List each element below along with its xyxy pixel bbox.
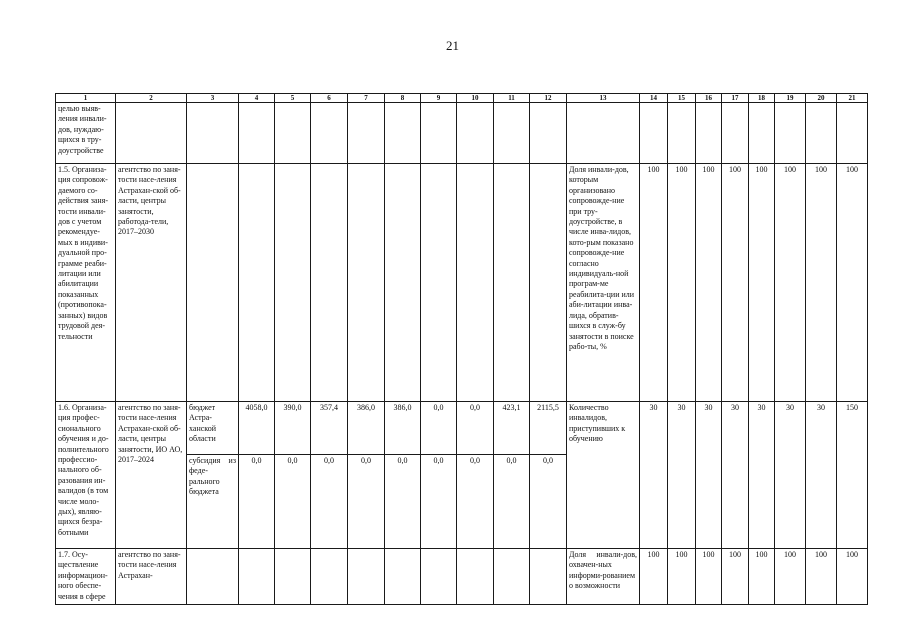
funding-source: субсидия из феде-рального бюджета (187, 455, 239, 549)
target-value: 100 (722, 164, 749, 402)
col-header: 17 (722, 94, 749, 103)
target-value: 100 (806, 549, 837, 605)
col-header: 3 (187, 94, 239, 103)
target-value: 30 (722, 402, 749, 549)
budget-value: 0,0 (239, 455, 275, 549)
col-header: 11 (494, 94, 530, 103)
target-value: 100 (775, 164, 806, 402)
indicator: Количество инвалидов, приступивших к обучению (567, 402, 640, 549)
budget-value: 0,0 (494, 455, 530, 549)
executor: агентство по заня-тости насе-ления Астрахан-ской об-ласти, центры занятости, работода-тели, 2017–2030 (116, 164, 187, 402)
indicator: Доля инвали-дов, охвачен-ных информи-рованием о возможности (567, 549, 640, 605)
funding-source: бюджет Астра-ханской области (187, 402, 239, 455)
col-header: 13 (567, 94, 640, 103)
budget-value: 0,0 (530, 455, 567, 549)
budget-value: 386,0 (348, 402, 385, 455)
budget-value: 0,0 (421, 402, 457, 455)
measure-name: 1.7. Осу-ществление информацион-ного обеспе-чения в сфере (56, 549, 116, 605)
table-row (56, 402, 868, 455)
column-number-row (56, 94, 868, 103)
budget-value: 4058,0 (239, 402, 275, 455)
target-value: 100 (749, 164, 775, 402)
target-value: 100 (696, 164, 722, 402)
target-value: 100 (640, 549, 668, 605)
measure-name: целью выяв-ления инвали-дов, нуждаю-щихся в тру-доустройстве (56, 103, 116, 164)
col-header: 7 (348, 94, 385, 103)
target-value: 100 (640, 164, 668, 402)
budget-value: 0,0 (385, 455, 421, 549)
table-row (56, 103, 868, 164)
target-value: 100 (668, 164, 696, 402)
indicator (567, 103, 640, 164)
col-header: 2 (116, 94, 187, 103)
page-number: 21 (446, 38, 459, 53)
funding-source (187, 164, 239, 402)
program-table (55, 93, 868, 605)
target-value: 100 (722, 549, 749, 605)
measure-name: 1.6. Организа-ция профес-сионального обучения и до-полнительного профессио-нального об-разования ин-валидов (в том числе моло-дых), являю-щихся безра-ботными (56, 402, 116, 549)
funding-source (187, 103, 239, 164)
target-value: 100 (837, 549, 868, 605)
budget-value: 0,0 (457, 402, 494, 455)
target-value: 100 (837, 164, 868, 402)
budget-value: 0,0 (275, 455, 311, 549)
budget-value: 390,0 (275, 402, 311, 455)
table-row (56, 549, 868, 605)
col-header: 18 (749, 94, 775, 103)
col-header: 4 (239, 94, 275, 103)
col-header: 12 (530, 94, 567, 103)
col-header: 21 (837, 94, 868, 103)
budget-value: 0,0 (457, 455, 494, 549)
executor (116, 103, 187, 164)
measure-name: 1.5. Организа-ция сопровож-даемого со-действия заня-тости инвали-дов с учетом рекомендуе-мых в индиви-дуальной про-грамме реаби-литации или абилитации показанных (противопока-занных) видов трудовой дея-тельности (56, 164, 116, 402)
target-value: 30 (640, 402, 668, 549)
target-value: 30 (668, 402, 696, 549)
target-value: 30 (749, 402, 775, 549)
col-header: 1 (56, 94, 116, 103)
target-value: 100 (775, 549, 806, 605)
col-header: 5 (275, 94, 311, 103)
budget-value: 386,0 (385, 402, 421, 455)
target-value: 100 (696, 549, 722, 605)
col-header: 9 (421, 94, 457, 103)
target-value: 150 (837, 402, 868, 549)
target-value: 100 (806, 164, 837, 402)
target-value: 30 (775, 402, 806, 549)
budget-value: 0,0 (311, 455, 348, 549)
col-header: 16 (696, 94, 722, 103)
col-header: 10 (457, 94, 494, 103)
col-header: 14 (640, 94, 668, 103)
budget-value: 0,0 (421, 455, 457, 549)
budget-value: 423,1 (494, 402, 530, 455)
col-header: 8 (385, 94, 421, 103)
target-value: 30 (696, 402, 722, 549)
executor: агентство по заня-тости насе-ления Астрахан-ской об-ласти, центры занятости, ИО АО, 2017–2024 (116, 402, 187, 549)
funding-source (187, 549, 239, 605)
col-header: 20 (806, 94, 837, 103)
executor: агентство по заня-тости насе-ления Астрахан- (116, 549, 187, 605)
col-header: 15 (668, 94, 696, 103)
table-row (56, 164, 868, 402)
target-value: 100 (749, 549, 775, 605)
budget-value: 0,0 (348, 455, 385, 549)
col-header: 19 (775, 94, 806, 103)
indicator: Доля инвали-дов, которым организовано сопровожде-ние при тру-доустройстве, в числе инва-лидов, кото-рым показано сопровожде-ние согласно индивидуаль-ной програм-ме реабилита-ции или аби-литации инва-лида, обратив-шихся в служ-бу занятости в поиске рабо-ты, % (567, 164, 640, 402)
col-header: 6 (311, 94, 348, 103)
budget-value: 2115,5 (530, 402, 567, 455)
budget-value: 357,4 (311, 402, 348, 455)
target-value: 100 (668, 549, 696, 605)
target-value: 30 (806, 402, 837, 549)
